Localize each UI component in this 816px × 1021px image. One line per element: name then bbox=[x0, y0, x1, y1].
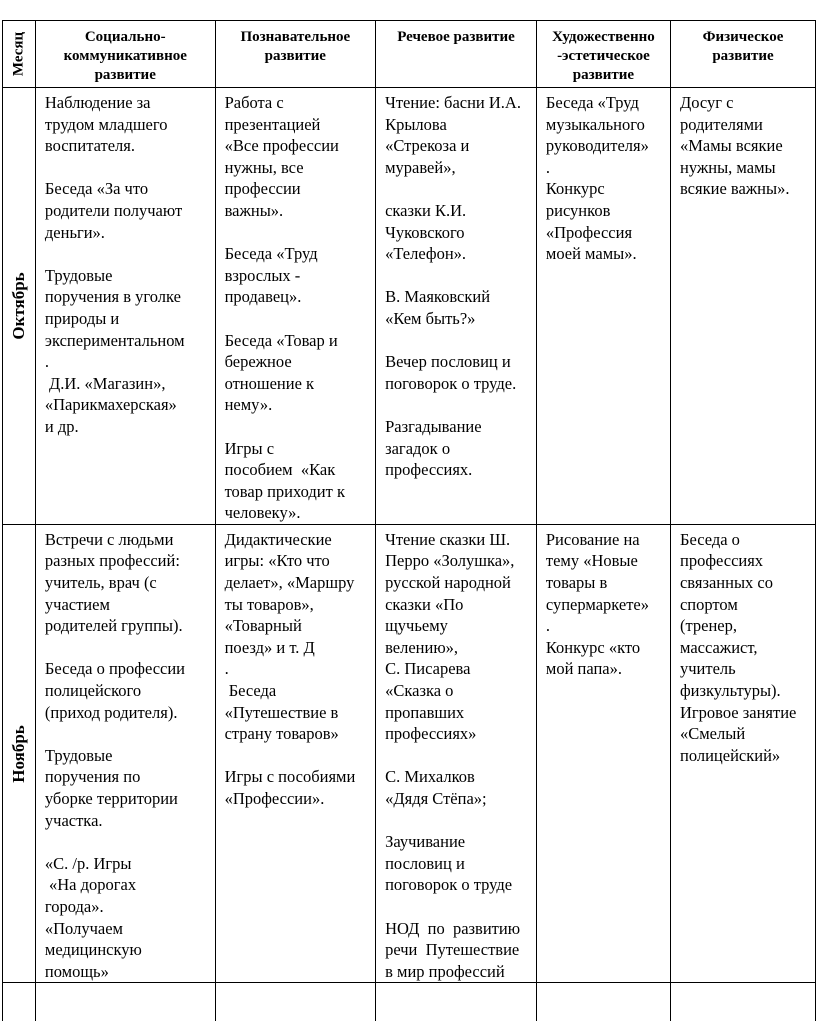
empty-cell bbox=[670, 983, 815, 1021]
art-cell: Рисование на тему «Новые товары в супермаркете» . Конкурс «кто мой папа». bbox=[536, 524, 670, 982]
physical-cell: Беседа о профессиях связанных со спортом (тренер, массажист, учитель физкультуры). Игровое занятие «Смелый полицейский» bbox=[670, 524, 815, 982]
physical-column-header: Физическое развитие bbox=[670, 21, 815, 88]
social-column-header: Социально- коммуникативное развитие bbox=[35, 21, 215, 88]
speech-cell: Чтение: басни И.А. Крылова «Стрекоза и муравей», сказки К.И. Чуковского «Телефон». В. Маяковский «Кем быть?» Вечер пословиц и поговорок о труде. Разгадывание загадок о профессиях. bbox=[376, 88, 537, 525]
month-header-label: Месяц bbox=[10, 31, 27, 77]
speech-column-header: Речевое развитие bbox=[376, 21, 537, 88]
cognitive-column-header: Познавательное развитие bbox=[215, 21, 376, 88]
empty-cell bbox=[215, 983, 376, 1021]
social-cell: Наблюдение за трудом младшего воспитателя. Беседа «За что родители получают деньги». Трудовые поручения в уголке природы и экспериментальном . Д.И. «Магазин», «Парикмахерская» и др. bbox=[35, 88, 215, 525]
table-row-empty bbox=[3, 983, 816, 1021]
thematic-plan-table bbox=[2, 20, 816, 1021]
empty-cell bbox=[376, 983, 537, 1021]
table-row-november bbox=[3, 524, 816, 982]
art-column-header: Художественно -эстетическое развитие bbox=[536, 21, 670, 88]
table-row-october bbox=[3, 88, 816, 525]
art-cell: Беседа «Труд музыкального руководителя» . Конкурс рисунков «Профессия моей мамы». bbox=[536, 88, 670, 525]
month-column-header bbox=[3, 21, 36, 88]
month-label: Октябрь bbox=[8, 272, 28, 340]
header-row bbox=[3, 21, 816, 88]
cognitive-cell: Работа с презентацией «Все профессии нужны, все профессии важны». Беседа «Труд взрослых - продавец». Беседа «Товар и бережное отношение к нему». Игры с пособием «Как товар приходит к человеку». bbox=[215, 88, 376, 525]
month-cell bbox=[3, 88, 36, 525]
month-label: Ноябрь bbox=[8, 724, 28, 783]
empty-cell bbox=[35, 983, 215, 1021]
cognitive-cell: Дидактические игры: «Кто что делает», «Маршру ты товаров», «Товарный поезд» и т. Д . Беседа «Путешествие в страну товаров» Игры с пособиями «Профессии». bbox=[215, 524, 376, 982]
speech-cell: Чтение сказки Ш. Перро «Золушка», русской народной сказки «По щучьему велению», С. Писарева «Сказка о пропавших профессиях» С. Михалков «Дядя Стёпа»; Заучивание пословиц и поговорок о труде НОД по развитию речи Путешествие в мир профессий bbox=[376, 524, 537, 982]
physical-cell: Досуг с родителями «Мамы всякие нужны, мамы всякие важны». bbox=[670, 88, 815, 525]
empty-cell bbox=[3, 983, 36, 1021]
month-cell bbox=[3, 524, 36, 982]
empty-cell bbox=[536, 983, 670, 1021]
social-cell: Встречи с людьми разных профессий: учитель, врач (с участием родителей группы). Беседа о профессии полицейского (приход родителя). Трудовые поручения по уборке территории участка. «С. /р. Игры «На дорогах города». «Получаем медицинскую помощь» bbox=[35, 524, 215, 982]
